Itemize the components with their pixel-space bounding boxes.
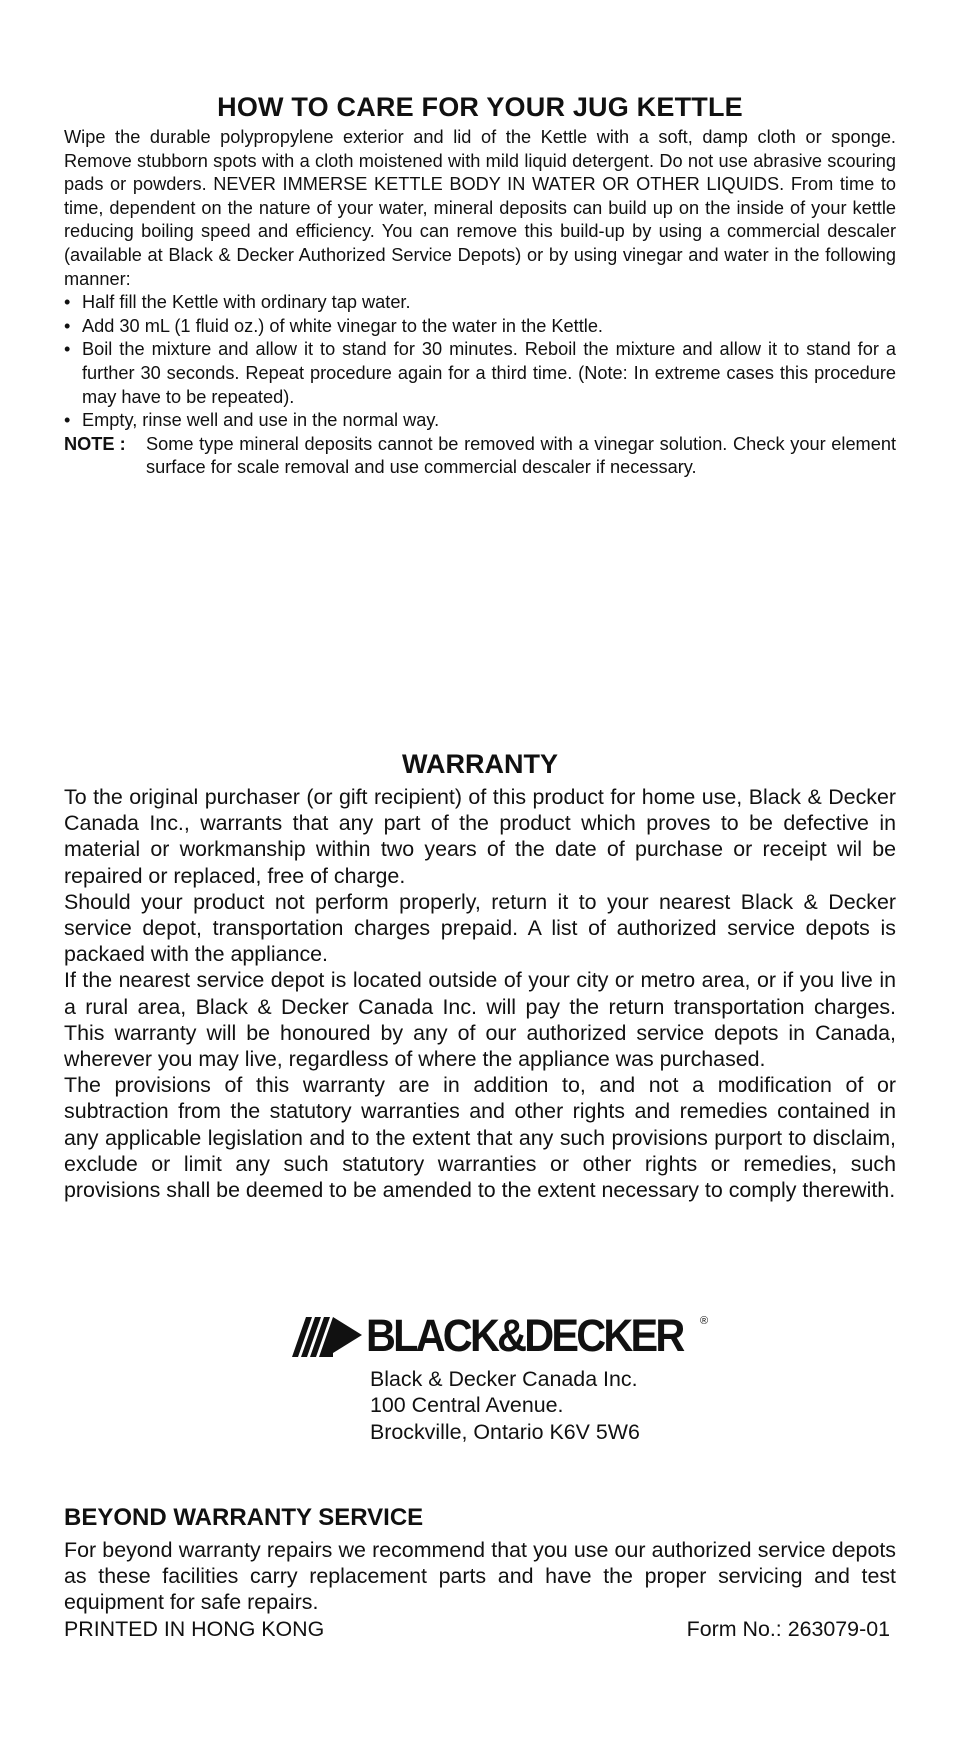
care-intro: Wipe the durable polypropylene exterior and lid of the Kettle with a soft, damp cloth or sponge. Remove stubborn spots with a cloth moistened with mild liquid detergent. Do not use abrasive scouring pads or powders. NEVER IMMERSE KETTLE BODY IN WATER OR OTHER LIQUIDS. From time to time, dependent on the nature of your water, mineral deposits can build up on the inside of your kettle reducing boiling speed and efficiency. You can remove this build-up by using a commercial descaler (available at Black & Decker Authorized Service Depots) or by using vinegar and water in the following manner: [64, 127, 896, 289]
care-section [64, 126, 896, 480]
hexagon-stripes-icon [290, 1313, 362, 1357]
address-street: 100 Central Avenue. [370, 1393, 564, 1418]
bullet-icon: • [64, 292, 71, 313]
care-step [64, 291, 896, 315]
logo-wordmark: BLACK&DECKER [366, 1309, 683, 1361]
warranty-paragraph: To the original purchaser (or gift recipient) of this product for home use, Black & Decker Canada Inc., warrants that any part of the product which proves to be defective in material or workmanship within two years of the date of purchase or receipt wil be repaired or replaced, free of charge. [64, 785, 896, 888]
warranty-paragraph: If the nearest service depot is located outside of your city or metro area, or if you live in a rural area, Black & Decker Canada Inc. will pay the return transportation charges. This warranty will be honoured by any of our authorized service depots in Canada, wherever you may live, regardless of where the appliance was purchased. [64, 968, 896, 1072]
warranty-paragraph: Should your product not perform properly, return it to your nearest Black & Decker service depot, transportation charges prepaid. A list of authorized service depots is packaed with the appliance. [64, 889, 896, 967]
address-company: Black & Decker Canada Inc. [370, 1367, 638, 1391]
care-step [64, 409, 896, 433]
warranty-paragraph: The provisions of this warranty are in addition to, and not a modification of or subtraction from the statutory warranties and other rights and remedies contained in any applicable legislation and to the extent that any such provisions purport to disclaim, exclude or limit any such statutory warranties or other rights or remedies, such provisions shall be deemed to be amended to the extent necessary to comply therewith. [64, 1073, 896, 1203]
care-step [64, 338, 896, 409]
care-title: HOW TO CARE FOR YOUR JUG KETTLE [217, 92, 743, 122]
black-decker-logo [290, 1310, 708, 1360]
beyond-warranty-title: BEYOND WARRANTY SERVICE [64, 1504, 424, 1531]
bullet-icon: • [64, 315, 71, 336]
care-step-text: Half fill the Kettle with ordinary tap water. [82, 292, 411, 313]
care-note [64, 433, 896, 480]
registered-mark: ® [700, 1315, 709, 1327]
care-step-text: Add 30 mL (1 fluid oz.) of white vinegar to the water in the Kettle. [82, 315, 603, 336]
warranty-section [64, 784, 896, 1203]
care-step-text: Empty, rinse well and use in the normal way. [82, 410, 440, 431]
form-number: Form No.: 263079-01 [686, 1617, 890, 1641]
care-steps [64, 291, 896, 433]
care-step [64, 315, 896, 339]
bullet-icon: • [64, 410, 71, 431]
company-address [370, 1366, 640, 1445]
bullet-icon: • [64, 339, 71, 360]
printed-in: PRINTED IN HONG KONG [64, 1617, 325, 1641]
address-city: Brockville, Ontario K6V 5W6 [370, 1419, 640, 1444]
beyond-warranty-section [64, 1537, 896, 1616]
care-step-text: Boil the mixture and allow it to stand for 30 minutes. Reboil the mixture and allow it to stand for a further 30 seconds. Repeat procedure again for a third time. (Note: In extreme cases this procedure may have to be repeated). [82, 339, 896, 407]
note-text: Some type mineral deposits cannot be removed with a vinegar solution. Check your element surface for scale removal and use commercial descaler if necessary. [146, 433, 896, 478]
warranty-title: WARRANTY [402, 749, 558, 779]
page-footer [64, 1617, 890, 1642]
note-label: NOTE : [64, 433, 126, 454]
beyond-warranty-text: For beyond warranty repairs we recommend that you use our authorized service depots as these facilities carry replacement parts and have the proper servicing and test equipment for safe repairs. [64, 1538, 896, 1615]
